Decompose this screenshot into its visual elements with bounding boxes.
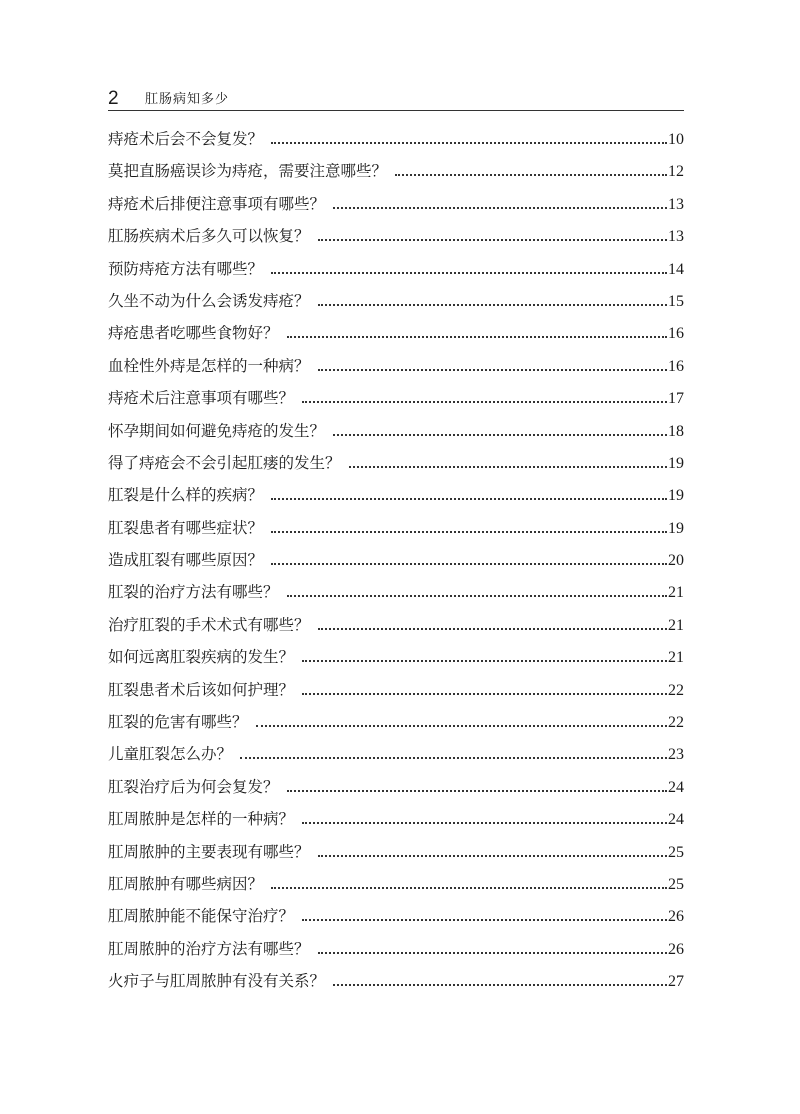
toc-entry-page: 10 [668, 131, 684, 148]
toc-entry-title: 痔疮术后会不会复发？ [108, 130, 264, 148]
toc-entry [108, 933, 684, 965]
dot-leader [333, 983, 667, 986]
toc-entry [108, 609, 684, 641]
toc-entry-title: 痔疮术后注意事项有哪些？ [108, 389, 295, 408]
dot-leader [318, 854, 667, 857]
toc-entry-title: 如何远离肛裂疾病的发生？ [108, 648, 295, 667]
dot-leader [302, 659, 667, 662]
header-rule [108, 110, 684, 111]
dot-leader [302, 692, 667, 695]
toc-entry-title: 儿童肛裂怎么办？ [108, 745, 233, 764]
toc-entry-title: 肛周脓肿能不能保守治疗？ [108, 907, 295, 926]
toc-entry [108, 220, 684, 252]
dot-leader [287, 789, 667, 792]
dot-leader [318, 368, 667, 371]
toc-entry-page: 17 [668, 390, 684, 408]
toc-entry [108, 803, 684, 835]
toc-entry-title: 肛周脓肿的治疗方法有哪些？ [108, 939, 310, 958]
dot-leader [318, 627, 667, 630]
dot-leader [395, 173, 667, 176]
toc-entry [108, 447, 684, 479]
toc-entry [108, 771, 684, 803]
toc-entry [108, 155, 684, 187]
toc-entry-title: 得了痔疮会不会引起肛瘘的发生？ [108, 453, 341, 472]
dot-leader [271, 886, 667, 889]
toc-entry [108, 900, 684, 932]
toc-entry-title: 火疖子与肛周脓肿有没有关系？ [108, 972, 326, 991]
toc-entry-title: 造成肛裂有哪些原因？ [108, 551, 264, 570]
dot-leader [318, 238, 667, 241]
dot-leader [333, 206, 667, 209]
toc-entry [108, 544, 684, 576]
toc-entry [108, 965, 684, 997]
toc-entry-page: 25 [668, 843, 684, 861]
toc-entry [108, 512, 684, 544]
toc-entry [108, 317, 684, 349]
toc-entry-page: 22 [668, 681, 684, 699]
toc-entry-title: 痔疮患者吃哪些食物好？ [108, 324, 279, 343]
dot-leader [287, 594, 667, 597]
toc-entry-page: 12 [668, 163, 684, 181]
toc-entry [108, 836, 684, 868]
toc-entry-title: 久坐不动为什么会诱发痔疮？ [108, 291, 310, 310]
toc-entry [108, 382, 684, 414]
running-header [108, 88, 684, 110]
toc-entry-page: 26 [668, 940, 684, 958]
dot-leader [318, 303, 667, 306]
toc-entry-title: 肛裂治疗后为何会复发？ [108, 777, 279, 796]
toc-entry-page: 27 [668, 973, 684, 991]
toc-entry [108, 479, 684, 511]
toc-entry-page: 19 [668, 487, 684, 505]
toc-entry-title: 莫把直肠癌误诊为痔疮，需要注意哪些？ [108, 162, 388, 181]
toc-entry-title: 肛肠疾病术后多久可以恢复？ [108, 227, 310, 246]
dot-leader [240, 756, 667, 759]
toc-entry-page: 18 [668, 422, 684, 440]
toc-entry [108, 674, 684, 706]
toc-entry-page: 20 [668, 552, 684, 570]
toc-entry-title: 预防痔疮方法有哪些？ [108, 259, 264, 278]
table-of-contents [108, 123, 684, 998]
dot-leader [302, 918, 667, 921]
toc-entry-page: 23 [668, 746, 684, 764]
dot-leader [333, 433, 667, 436]
toc-entry-page: 21 [668, 616, 684, 634]
book-title: 肛肠病知多少 [145, 92, 230, 107]
toc-entry [108, 188, 684, 220]
toc-entry-title: 肛裂的危害有哪些？ [108, 713, 248, 732]
toc-entry [108, 868, 684, 900]
toc-entry [108, 123, 684, 155]
toc-entry-page: 16 [668, 325, 684, 343]
toc-entry-page: 26 [668, 908, 684, 926]
toc-entry-page: 24 [668, 778, 684, 796]
toc-entry [108, 253, 684, 285]
toc-entry [108, 738, 684, 770]
toc-entry-page: 19 [668, 454, 684, 472]
toc-entry-page: 22 [668, 714, 684, 732]
toc-entry-title: 血栓性外痔是怎样的一种病？ [108, 356, 310, 375]
toc-entry-page: 25 [668, 875, 684, 893]
toc-entry-page: 16 [668, 357, 684, 375]
toc-entry-title: 肛裂患者有哪些症状？ [108, 518, 264, 537]
dot-leader [349, 465, 667, 468]
toc-entry-title: 肛周脓肿是怎样的一种病？ [108, 810, 295, 829]
dot-leader [271, 497, 667, 500]
toc-entry-title: 肛裂是什么样的疾病？ [108, 486, 264, 505]
dot-leader [318, 951, 667, 954]
toc-entry [108, 576, 684, 608]
dot-leader [287, 335, 667, 338]
toc-entry-page: 14 [668, 260, 684, 278]
toc-entry-title: 治疗肛裂的手术术式有哪些？ [108, 615, 310, 634]
toc-entry-title: 痔疮术后排便注意事项有哪些？ [108, 194, 326, 213]
dot-leader [271, 562, 667, 565]
dot-leader [302, 400, 667, 403]
toc-entry-page: 19 [668, 519, 684, 537]
toc-entry-page: 21 [668, 649, 684, 667]
toc-entry-title: 肛周脓肿的主要表现有哪些？ [108, 842, 310, 861]
dot-leader [271, 271, 667, 274]
dot-leader [271, 530, 667, 533]
toc-entry-title: 怀孕期间如何避免痔疮的发生？ [108, 421, 326, 440]
toc-entry-page: 13 [668, 195, 684, 213]
toc-entry [108, 415, 684, 447]
toc-entry-title: 肛周脓肿有哪些病因？ [108, 874, 264, 893]
toc-entry-page: 15 [668, 292, 684, 310]
toc-entry [108, 641, 684, 673]
dot-leader [256, 724, 667, 727]
dot-leader [271, 141, 667, 144]
toc-entry-title: 肛裂患者术后该如何护理？ [108, 680, 295, 699]
toc-entry [108, 285, 684, 317]
dot-leader [302, 821, 667, 824]
toc-entry [108, 350, 684, 382]
toc-entry-page: 24 [668, 811, 684, 829]
toc-entry [108, 706, 684, 738]
toc-entry-title: 肛裂的治疗方法有哪些？ [108, 583, 279, 602]
page-number: 2 [108, 88, 119, 109]
toc-entry-page: 21 [668, 584, 684, 602]
toc-entry-page: 13 [668, 228, 684, 246]
